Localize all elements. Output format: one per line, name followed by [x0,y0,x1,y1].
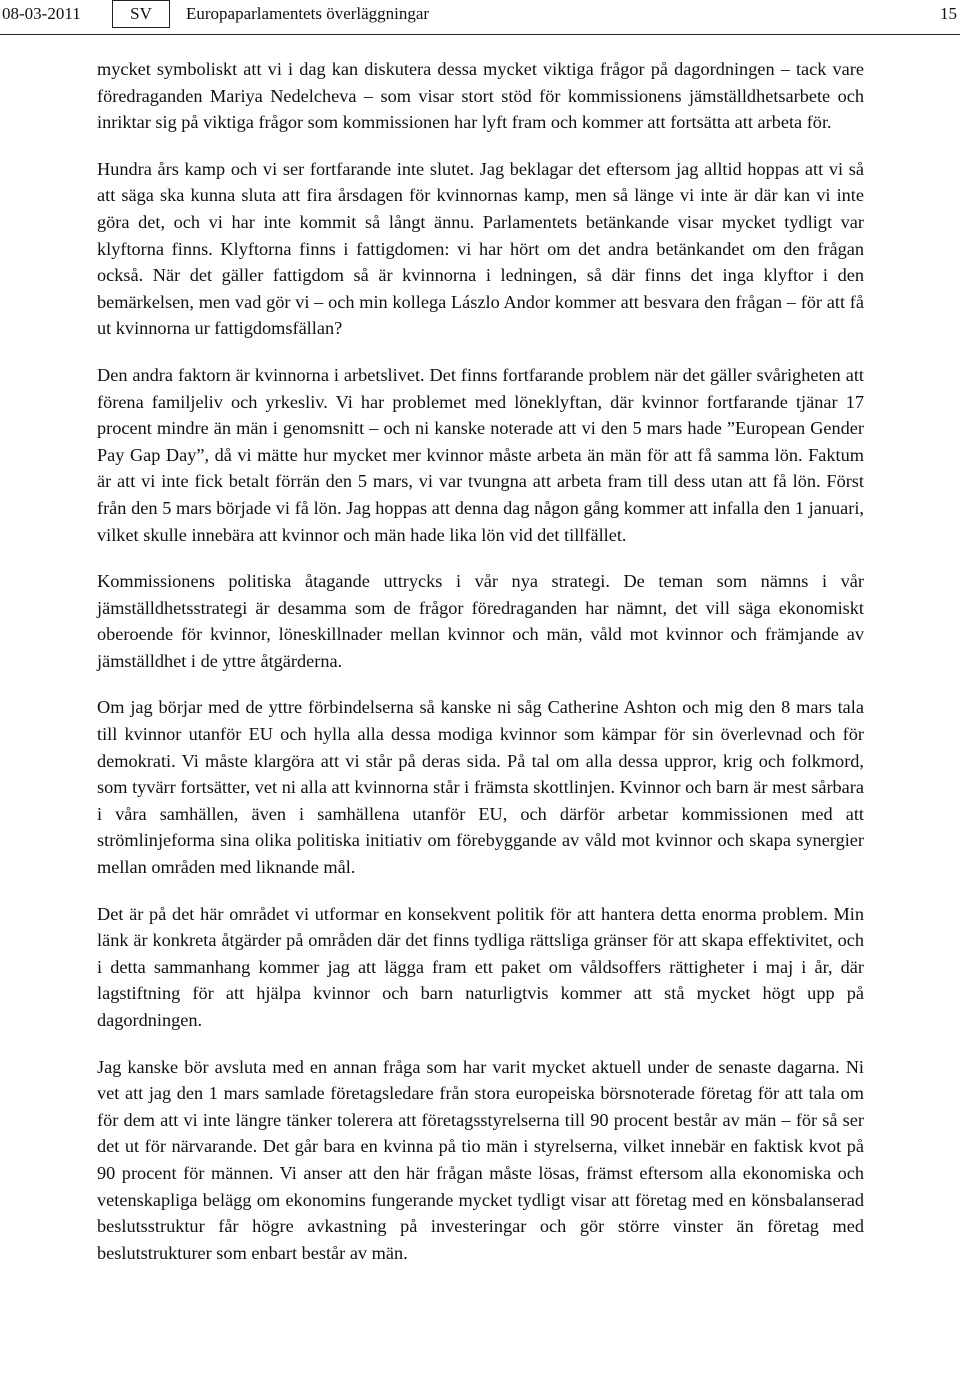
paragraph-2: Hundra års kamp och vi ser fortfarande inte slutet. Jag beklagar det eftersom jag alltid hoppas att vi så att säga ska kunna sluta att fira årsdagen för kvinnornas kamp, men så länge vi inte är där kan vi inte göra det, och vi har inte kommit så långt ännu. Parlamentets betänkande visar mycket tydligt var klyftorna finns. Klyftorna finns i fattigdomen: vi har hört om det andra betänkandet om den frågan också. När det gäller fattigdom så är kvinnorna i ledningen, så där finns det inga klyftor i den bemärkelsen, men vad gör vi – och min kollega Lászlo Andor kommer att besvara den frågan – för att få ut kvinnorna ur fattigdomsfällan? [97,158,864,339]
paragraph-4: Kommissionens politiska åtagande uttrycks i vår nya strategi. De teman som nämns i vår jämställdhetsstrategi är desamma som de frågor föredraganden har nämnt, det vill säga ekonomiskt oberoende för kvinnor, löneskillnader mellan kvinnor och män, våld mot kvinnor och främjande av jämställdhet i de yttre åtgärderna. [97,571,864,671]
language-badge: SV [112,0,170,28]
paragraph-6: Det är på det här området vi utformar en konsekvent politik för att hantera detta enorma problem. Min länk är konkreta åtgärder på områden där det finns tydliga rättsliga gränser för att skapa effektivitet, och i detta sammanhang kommer jag att lägga fram ett paket om våldsoffers rättigheter i maj i år, där lagstiftning för att hjälpa kvinnor och barn naturligtvis kommer att stå mycket högt upp på dagordningen. [97,903,864,1030]
publication-title: Europaparlamentets överläggningar [186,4,430,23]
header-date: 08-03-2011 [2,4,81,23]
page-number: 15 [940,4,957,23]
paragraph-1: mycket symboliskt att vi i dag kan diskutera dessa mycket viktiga frågor på dagordningen – tack vare föredraganden Mariya Nedelcheva – som visar stort stöd för kommissionens jämställdhetsarbete och inriktar sig på viktiga frågor som kommissionen har lyft fram och kommer att fortsätta att arbeta för. [97,59,864,133]
paragraph-7: Jag kanske bör avsluta med en annan fråga som har varit mycket aktuell under de senaste dagarna. Ni vet att jag den 1 mars samlade företagsledare från stora europeiska börsnoterade företag för att tala om för dem att vi inte längre tänker tolerera att företagsstyrelserna till 90 procent består av män – för så ser det ut för närvarande. Det går bara en kvinna på tio män i styrelserna, vilket innebär en faktisk kvot på 90 procent för männen. Vi anser att den här frågan måste lösas, främst eftersom alla ekonomiska och vetenskapliga belägg om ekonomins fungerande mycket tydligt visar att företag med en könsbalanserad beslutsstruktur får högre avkastning på investeringar och gör större vinster än företag med beslutstrukturer som enbart består av män. [97,1056,864,1263]
paragraph-3: Den andra faktorn är kvinnorna i arbetslivet. Det finns fortfarande problem när det gäller svårigheten att förena familjeliv och yrkesliv. Vi har problemet med löneklyftan, där kvinnor fortfarande tjänar 17 procent mindre än män i genomsnitt – och ni kanske noterade att vi den 5 mars hade ”European Gender Pay Gap Day”, då vi mätte hur mycket mer kvinnor måste arbeta än män för att få samma lön. Faktum är att vi inte fick betalt förrän den 5 mars, vi var tvungna att arbeta fram till dess utan att få lön. Först från den 5 mars började vi få lön. Jag hoppas att denna dag någon gång kommer att infalla den 1 januari, vilket skulle innebära att kvinnor och män hade lika lön vid det tillfället. [97,364,864,545]
page-header [0,0,960,35]
paragraph-5: Om jag börjar med de yttre förbindelserna så kanske ni såg Catherine Ashton och mig den 8 mars tala till kvinnor utanför EU och hylla alla dessa modiga kvinnor som kämpar för sin överlevnad och för demokrati. Vi måste klargöra att vi står på deras sida. På tal om alla dessa uppror, krig och folkmord, som tyvärr fortsätter, vet ni alla att kvinnorna står i främsta skottlinjen. Kvinnor och barn är mest sårbara i våra samhällen, även i samhällena utanför EU, och därför arbetar kommissionen med att strömlinjeforma sina olika politiska initiativ om förebyggande av våld mot kvinnor och skapa synergier mellan områden med liknande mål. [97,697,864,878]
document-body [97,56,864,1286]
